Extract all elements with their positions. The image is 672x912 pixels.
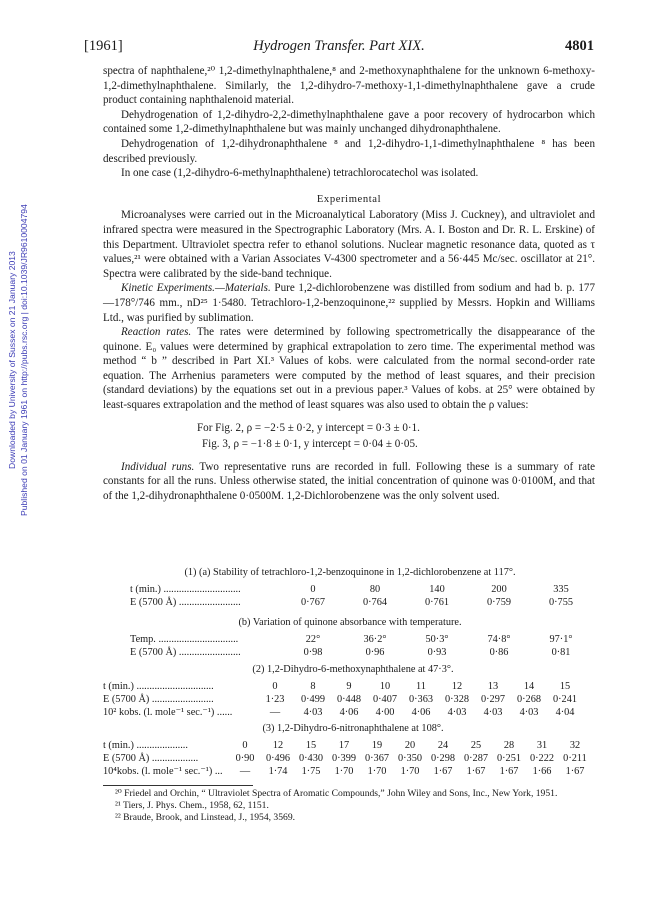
table-cell: 4·03	[447, 707, 467, 718]
table-row	[103, 706, 603, 719]
table-cell: 0·241	[552, 694, 578, 705]
table-row	[103, 739, 603, 752]
row-label: E (5700 Å) ..................	[103, 753, 199, 764]
table-cell: —	[239, 766, 251, 777]
table-cell: 24	[437, 740, 449, 751]
table-cell: 4·03	[483, 707, 503, 718]
row-label: E (5700 Å) ........................	[103, 694, 214, 705]
table-caption: (1) (a) Stability of tetrachloro-1,2-benzoquinone in 1,2-dichlorobenzene at 117°.	[184, 567, 516, 578]
table-cell: 1·67	[466, 766, 486, 777]
table-cell: 0·98	[303, 647, 323, 658]
table-cell: 25	[470, 740, 482, 751]
table-cell: 50·3°	[425, 634, 449, 645]
table-cell: 0·222	[529, 753, 555, 764]
table-cell: 22°	[305, 634, 321, 645]
table-cell: 0·363	[408, 694, 434, 705]
page-header	[84, 38, 594, 58]
table-cell: 31	[536, 740, 548, 751]
header-page-number: 4801	[565, 38, 594, 54]
table-caption: (2) 1,2-Dihydro-6-methoxynaphthalene at 47·3°.	[252, 664, 454, 675]
row-label: t (min.) ....................	[103, 740, 188, 751]
table-cell: 14	[523, 681, 535, 692]
row-label: 10⁴kobs. (l. mole⁻¹ sec.⁻¹) ...	[103, 766, 223, 777]
table-cell: 9	[346, 681, 352, 692]
paragraph-7	[103, 325, 595, 413]
table-cell: 1·23	[265, 694, 285, 705]
table-cell: 4·06	[339, 707, 359, 718]
table-cell: 1·75	[301, 766, 321, 777]
paragraph-1: spectra of naphthalene,²⁰ 1,2-dimethylnaphthalene,⁸ and 2-methoxynaphthalene for the unknown 6-methoxy-1,2-dimethylnaphthalene. Similarly, the 1,2-dihydro-7-methoxy-1,1-dimethylnaphthalene gave a crude product containing naphthalenoid material.	[103, 65, 595, 107]
table-cell: 36·2°	[363, 634, 387, 645]
table-cell: 0·764	[362, 597, 388, 608]
table-cell: 0·251	[496, 753, 522, 764]
table-cell: 0·367	[364, 753, 390, 764]
table-row	[110, 583, 590, 596]
table-cell: 0·761	[424, 597, 450, 608]
table-row	[110, 596, 590, 609]
section-title: Experimental	[316, 193, 382, 205]
table-cell: 1·67	[433, 766, 453, 777]
table-cell: 0·298	[430, 753, 456, 764]
table-cell: 0·81	[551, 647, 571, 658]
table-cell: 0	[242, 740, 248, 751]
footnote-rule	[103, 785, 253, 786]
table-cell: 0·328	[444, 694, 470, 705]
download-notice[interactable]: Downloaded by University of Sussex on 21 January 2013	[7, 251, 17, 469]
table-cell: 4·03	[303, 707, 323, 718]
table-cell: 8	[310, 681, 316, 692]
table-cell: 1·66	[532, 766, 552, 777]
table-cell: 4·03	[519, 707, 539, 718]
table-cell: 20	[404, 740, 416, 751]
table-row	[110, 646, 590, 659]
table-cell: 0·211	[563, 753, 587, 764]
table-cell: 15	[305, 740, 317, 751]
row-label: E (5700 Å) ........................	[130, 647, 241, 658]
table-cell: 1·70	[334, 766, 354, 777]
table-cell: 17	[338, 740, 350, 751]
article-body	[103, 64, 595, 504]
table-cell: 0·767	[300, 597, 326, 608]
table-cell: 32	[569, 740, 581, 751]
table-cell: 200	[491, 584, 507, 595]
table-cell: 12	[272, 740, 284, 751]
table-cell: 13	[487, 681, 499, 692]
table-cell: 0·350	[397, 753, 423, 764]
table-cell: 28	[503, 740, 515, 751]
table-cell: 0·430	[298, 753, 324, 764]
paragraph-8	[103, 460, 595, 504]
footnote-21: ²¹ Tiers, J. Phys. Chem., 1958, 62, 1151.	[115, 800, 269, 811]
table-row	[103, 693, 603, 706]
header-title: Hydrogen Transfer. Part XIX.	[253, 38, 425, 54]
table-cell: —	[269, 707, 281, 718]
table-cell: 97·1°	[549, 634, 573, 645]
table-nitro-run	[103, 722, 603, 778]
table-cell: 11	[416, 681, 426, 692]
table-cell: 4·04	[555, 707, 575, 718]
table-cell: 0·496	[265, 753, 291, 764]
header-year: [1961]	[84, 38, 123, 54]
table-cell: 4·00	[375, 707, 395, 718]
table-caption: (3) 1,2-Dihydro-6-nitronaphthalene at 108°.	[262, 723, 444, 734]
row-label: E (5700 Å) ........................	[130, 597, 241, 608]
table-cell: 0·287	[463, 753, 489, 764]
table-caption: (b) Variation of quinone absorbance with temperature.	[238, 617, 462, 628]
table-cell: 140	[429, 584, 445, 595]
table-methoxy-run	[103, 663, 603, 719]
table-cell: 0	[272, 681, 278, 692]
paragraph-4: In one case (1,2-dihydro-6-methylnaphthalene) tetrachlorocatechol was isolated.	[121, 167, 479, 180]
table-cell: 19	[371, 740, 383, 751]
table-row	[103, 765, 603, 778]
table-cell: 1·67	[499, 766, 519, 777]
table-cell: 12	[451, 681, 463, 692]
paragraph-8-text: Two representative runs are recorded in full. Following these is a summary of rate constants for all the runs. Unless otherwise stated, the initial concentration of quinone was 0·0100M, and that of the 1,2-dihydronaphthalene 0·0500M. 1,2-Dichlorobenzene was the only solvent used.	[103, 460, 596, 503]
paragraph-3: Dehydrogenation of 1,2-dihydronaphthalene ⁸ and 1,2-dihydro-1,1-dimethylnaphthalene ⁸ has been described previously.	[103, 137, 595, 165]
table-cell: 15	[559, 681, 571, 692]
row-label: 10² kobs. (l. mole⁻¹ sec.⁻¹) ......	[103, 707, 233, 718]
paragraph-6-text: Pure 1,2-dichlorobenzene was distilled from sodium and had b. p. 177—178°/746 mm., nD²⁵ 1·5480. Tetrachloro-1,2-benzoquinone,²² supplied by Messrs. Hopkin and Williams Ltd., was purified by sublimation.	[103, 282, 595, 324]
table-cell: 0·268	[516, 694, 542, 705]
paragraph-6-heading: Kinetic Experiments.—Materials.	[121, 282, 271, 295]
table-cell: 0	[310, 584, 316, 595]
table-row	[110, 633, 590, 646]
table-cell: 0·407	[372, 694, 398, 705]
footnote-22: ²² Braude, Brook, and Linstead, J., 1954, 3569.	[115, 812, 296, 823]
equation-fig2: For Fig. 2, ρ = −2·5 ± 0·2, y intercept = 0·3 ± 0·1.	[197, 421, 420, 434]
table-cell: 0·93	[427, 647, 447, 658]
table-cell: 74·8°	[487, 634, 511, 645]
footnotes	[103, 788, 595, 824]
paragraph-8-heading: Individual runs.	[121, 460, 195, 473]
paragraph-6	[103, 281, 595, 325]
paragraph-2: Dehydrogenation of 1,2-dihydro-2,2-dimethylnaphthalene gave a poor recovery of hydrocarbon which contained some 1,2-dimethylnaphthalene but was mainly unchanged dihydronaphthalene.	[103, 108, 595, 136]
footnote-20: ²⁰ Friedel and Orchin, “ Ultraviolet Spectra of Aromatic Compounds,” John Wiley and Sons, Inc., New York, 1951.	[115, 788, 558, 799]
paragraph-5: Microanalyses were carried out in the Microanalytical Laboratory (Miss J. Cuckney), and ultraviolet and infrared spectra were measured in the Spectrographic Laboratory (Mrs. A. I. Boston and Dr. R. L. Erskine) of this Department. Ultraviolet spectra refer to ethanol solutions. Nuclear magnetic resonance data, quoted as τ values,²¹ were obtained with a Varian Associates V-4300 spectrometer and a 56·445 Mc/sec. oscillator at 21°. Spectra were calibrated by the side-band technique.	[103, 209, 595, 280]
table-cell: 335	[553, 584, 569, 595]
table-cell: 80	[369, 584, 381, 595]
table-cell: 1·67	[565, 766, 585, 777]
table-cell: 0·499	[300, 694, 326, 705]
equation-fig3: Fig. 3, ρ = −1·8 ± 0·1, y intercept = 0·04 ± 0·05.	[202, 438, 418, 451]
table-cell: 0·297	[480, 694, 506, 705]
table-cell: 0·448	[336, 694, 362, 705]
table-cell: 0·86	[489, 647, 509, 658]
table-absorbance	[110, 616, 590, 659]
publication-notice[interactable]: Published on 01 January 1961 on http://pubs.rsc.org | doi:10.1039/JR9610004794	[19, 204, 29, 516]
table-cell: 1·70	[400, 766, 420, 777]
table-row	[103, 680, 603, 693]
table-cell: 1·70	[367, 766, 387, 777]
table-cell: 1·74	[268, 766, 288, 777]
row-label: t (min.) ..............................	[103, 681, 214, 692]
row-label: Temp. ...............................	[130, 634, 239, 645]
table-stability	[110, 566, 590, 609]
table-row	[103, 752, 603, 765]
table-cell: 4·06	[411, 707, 431, 718]
table-cell: 0·759	[486, 597, 512, 608]
table-cell: 0·755	[548, 597, 574, 608]
paragraph-7-heading: Reaction rates.	[121, 326, 192, 339]
table-cell: 0·90	[235, 753, 255, 764]
paragraph-7-text: The rates were determined by following spectrometrically the disappearance of the quinone. E₀ values were determined by graphical extrapolation to zero time. The experimental method was method “ b ” described in Part XI.³ Values of kobs. were calculated from the normal second-order rate equation. The Arrhenius parameters were computed by the method of least squares, and their precision (standard deviations) by the equations set out in a previous paper.³ Values of kobs. at 25° were obtained by least-squares extrapolation and the method of least squares was also used to obtain the ρ values:	[103, 326, 595, 412]
table-cell: 0·96	[365, 647, 385, 658]
table-cell: 0·399	[331, 753, 357, 764]
table-cell: 10	[379, 681, 391, 692]
row-label: t (min.) ..............................	[130, 584, 241, 595]
